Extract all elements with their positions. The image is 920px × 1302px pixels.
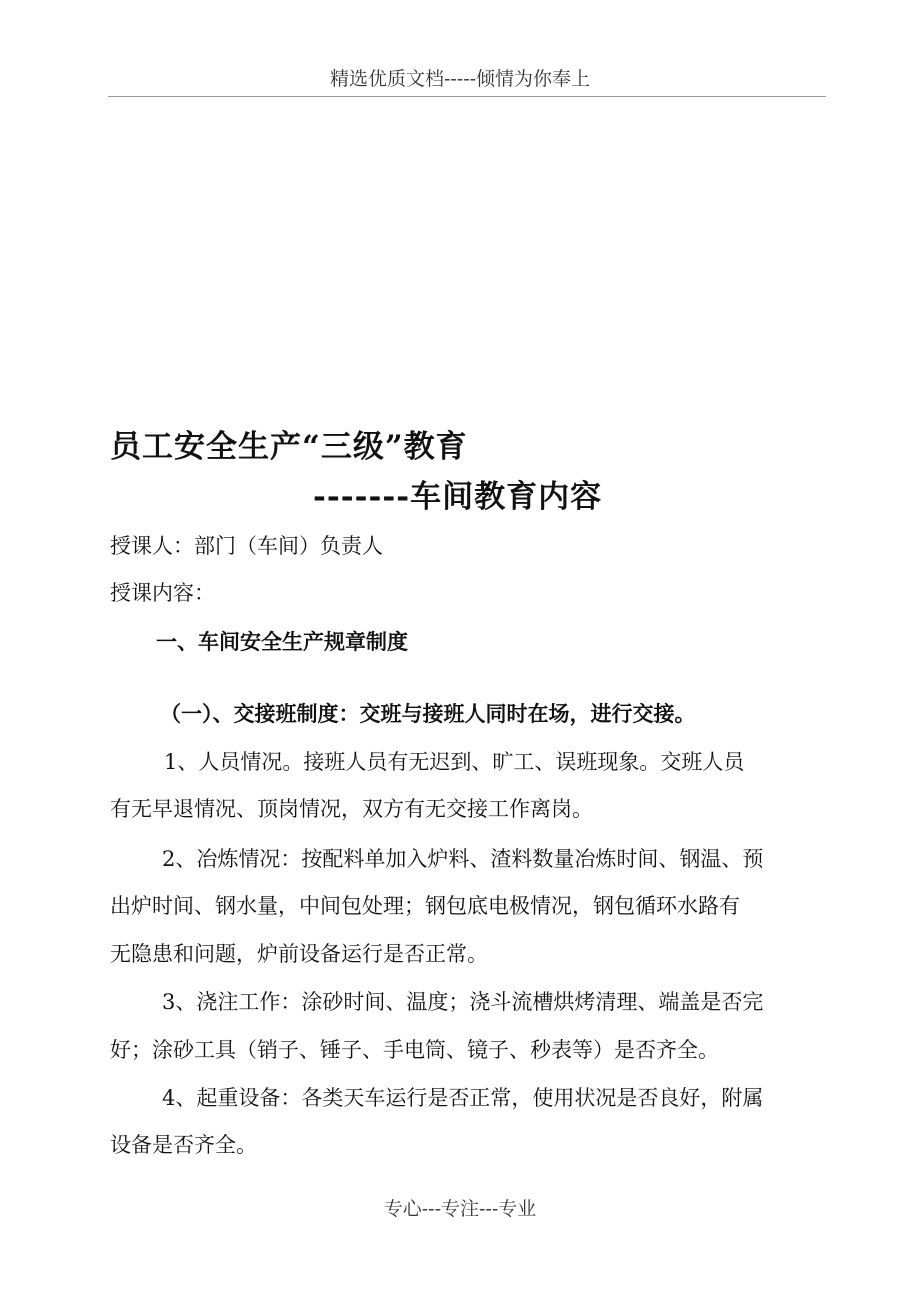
item-1-line-1: 1、人员情况。接班人员有无迟到、旷工、误班现象。交班人员 <box>164 750 745 774</box>
item-2-line-3: 无隐患和问题，炉前设备运行是否正常。 <box>110 942 488 966</box>
item-4-line-1: 4、起重设备：各类天车运行是否正常，使用状况是否良好，附属 <box>162 1086 764 1110</box>
lecturer-line: 授课人：部门（车间）负责人 <box>110 534 383 558</box>
item-3-line-2: 好；涂砂工具（销子、锤子、手电筒、镜子、秒表等）是否齐全。 <box>110 1038 719 1062</box>
item-1-line-2: 有无早退情况、顶岗情况，双方有无交接工作离岗。 <box>110 797 593 821</box>
document-subtitle: -------车间教育内容 <box>313 479 603 515</box>
item-2-line-2: 出炉时间、钢水量，中间包处理；钢包底电极情况，钢包循环水路有 <box>110 894 740 918</box>
item-4-line-2: 设备是否齐全。 <box>110 1133 257 1157</box>
document-title: 员工安全生产“三级”教育 <box>110 429 468 465</box>
header-divider <box>108 96 826 97</box>
content-label: 授课内容： <box>110 581 215 605</box>
subsection-heading: （一）、交接班制度：交班与接班人同时在场，进行交接。 <box>160 701 696 726</box>
item-3-line-1: 3、浇注工作：涂砂时间、温度；浇斗流槽烘烤清理、端盖是否完 <box>162 990 764 1014</box>
page-header: 精选优质文档-----倾情为你奉上 <box>329 68 591 90</box>
page-footer: 专心---专注---专业 <box>383 1198 537 1220</box>
item-2-line-1: 2、冶炼情况：按配料单加入炉料、渣料数量冶炼时间、钢温、预 <box>162 847 764 871</box>
section-heading: 一、车间安全生产规章制度 <box>156 629 408 654</box>
